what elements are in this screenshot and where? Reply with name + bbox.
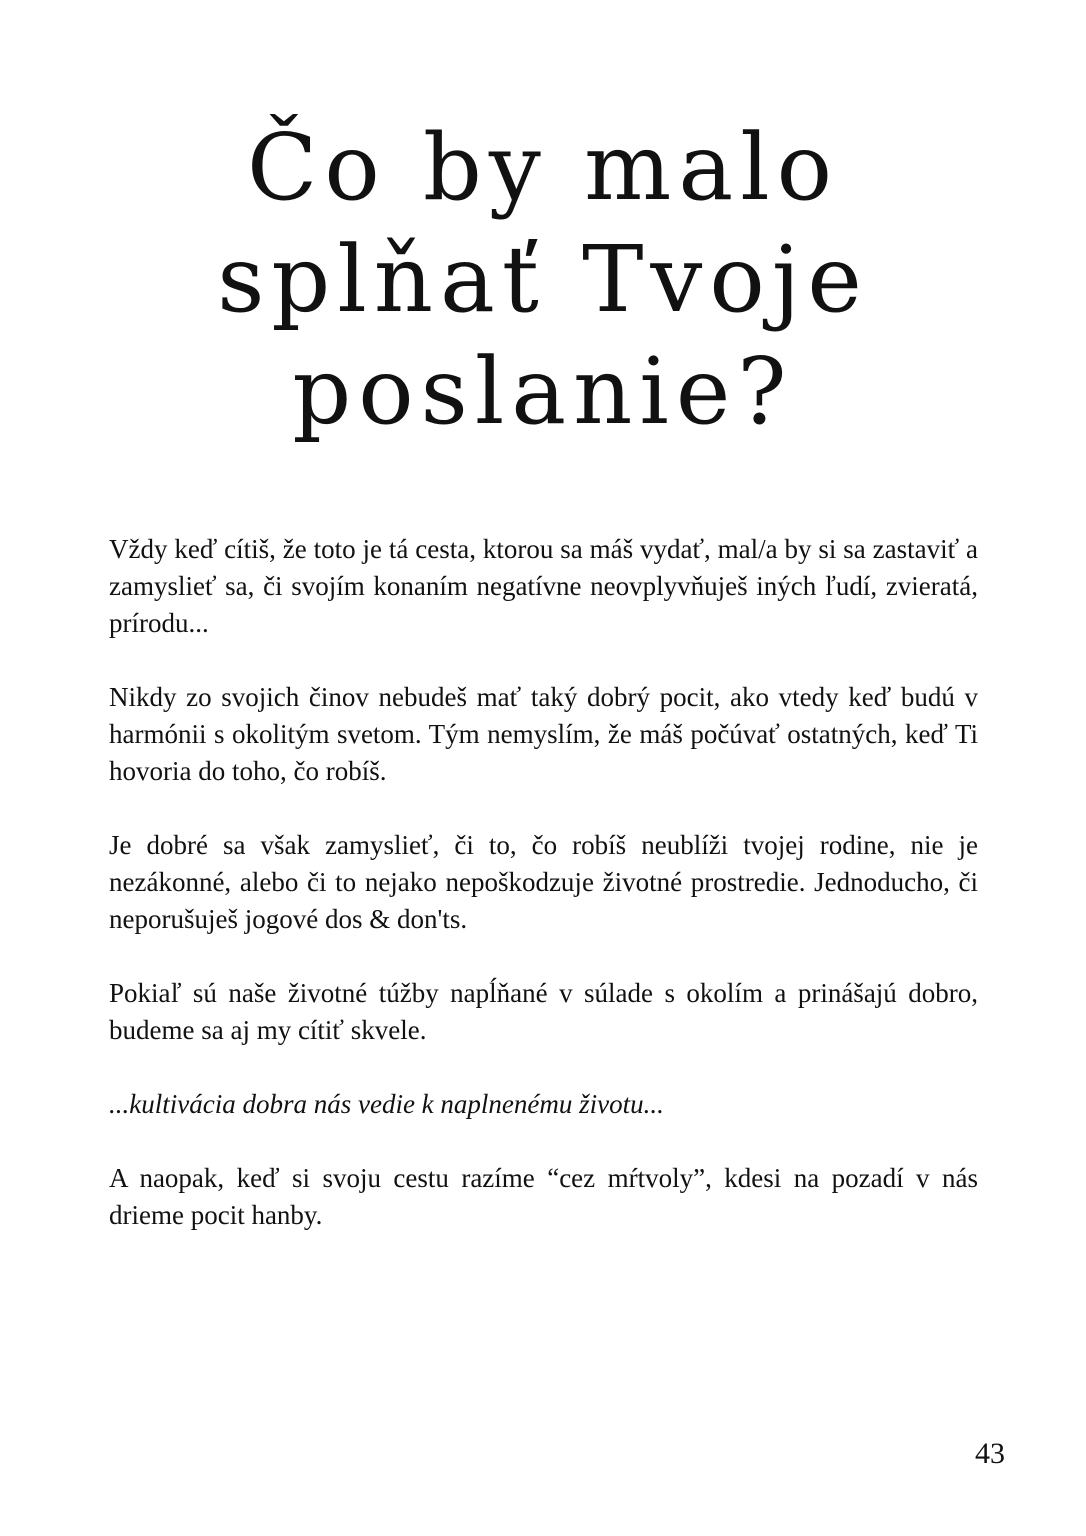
- paragraph-6: A naopak, keď si svoju cestu razíme “cez mŕtvoly”, kdesi na pozadí v nás drieme pocit hanby.: [109, 1163, 978, 1230]
- page-title: [0, 112, 1086, 448]
- italic-quote: ...kultivácia dobra nás vedie k naplnenému životu...: [109, 1089, 664, 1119]
- body-text: [109, 531, 978, 1271]
- title-line-2: splňať Tvoje: [217, 226, 869, 333]
- paragraph-1: Vždy keď cítiš, že toto je tá cesta, ktorou sa máš vydať, mal/a by si sa zastaviť a zamyslieť sa, či svojím konaním negatívne neovplyvňuješ iných ľudí, zvieratá, prírodu...: [109, 534, 978, 638]
- paragraph-2: Nikdy zo svojich činov nebudeš mať taký dobrý pocit, ako vtedy keď budú v harmónii s okolitým svetom. Tým nemyslím, že máš počúvať ostatných, keď Ti hovoria do toho, čo robíš.: [109, 682, 978, 786]
- paragraph-3: Je dobré sa však zamyslieť, či to, čo robíš neublíži tvojej rodine, nie je nezákonné, alebo či to nejako nepoškodzuje životné prostredie. Jednoducho, či neporušuješ jogové dos & don'ts.: [109, 830, 978, 934]
- title-line-1: Čo by malo: [246, 114, 840, 221]
- title-line-3: poslanie?: [292, 338, 794, 445]
- paragraph-4: Pokiaľ sú naše životné túžby napĺňané v súlade s okolím a prinášajú dobro, budeme sa aj my cítiť skvele.: [109, 978, 978, 1045]
- page-number: 43: [975, 1437, 1005, 1470]
